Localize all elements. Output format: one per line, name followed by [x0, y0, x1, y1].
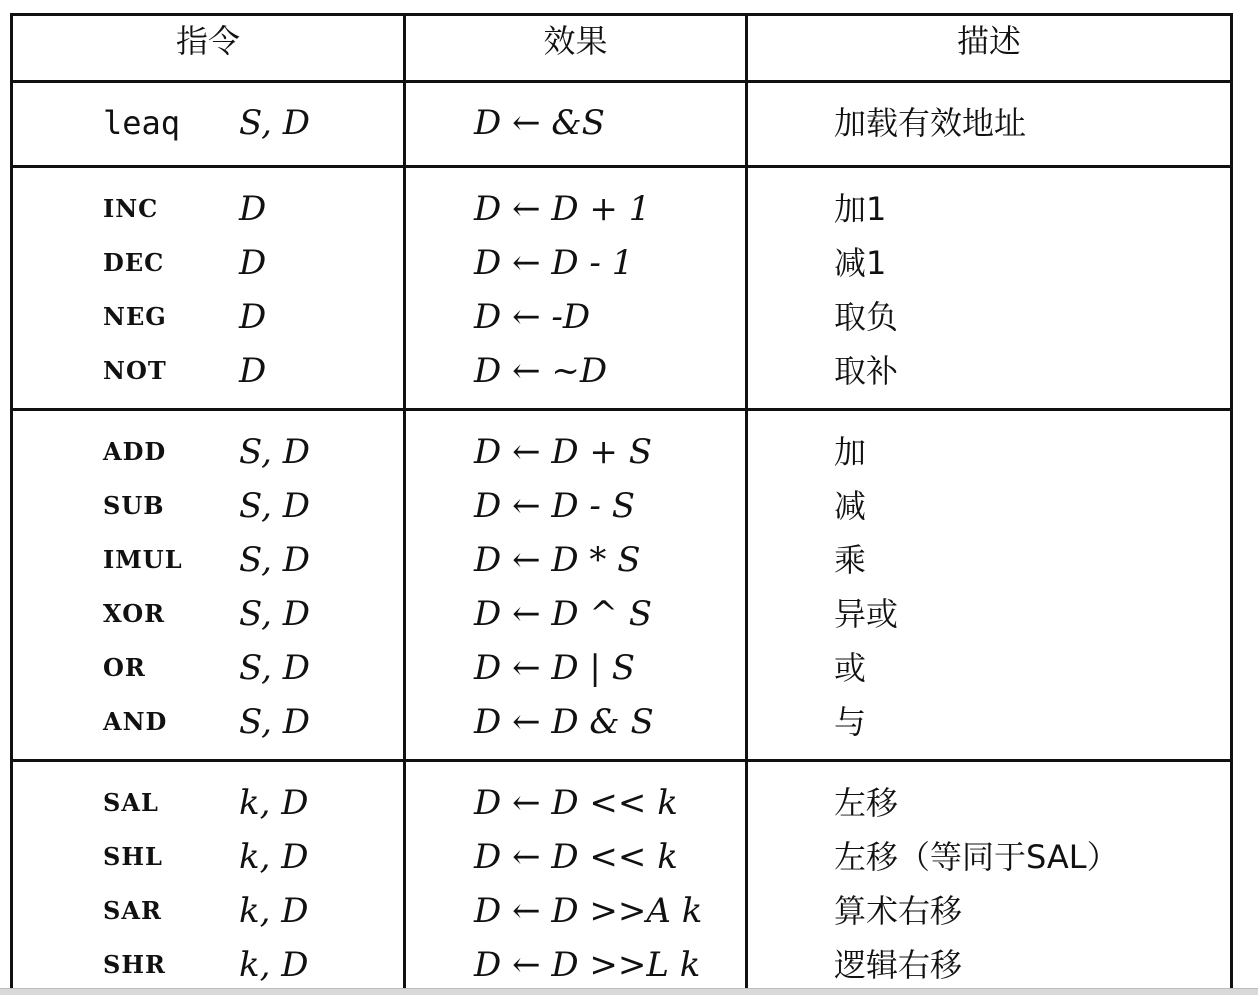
instruction-group: [12, 761, 1232, 995]
operands: k, D: [239, 783, 309, 823]
description-text: 左移: [834, 784, 899, 822]
description-cell: [747, 167, 1232, 410]
operands: S, D: [239, 486, 310, 526]
instruction-line: [13, 479, 403, 533]
effect-cell: [405, 410, 747, 761]
description-cell: [747, 761, 1232, 995]
effect-cell: [405, 761, 747, 995]
operands: k, D: [239, 945, 309, 985]
description-text: 减: [834, 487, 867, 525]
mnemonic: SAR: [103, 896, 162, 925]
instruction-line: [13, 425, 403, 479]
effect-cell: [405, 82, 747, 167]
operands: S, D: [239, 432, 310, 472]
table-row: [12, 761, 1232, 995]
mnemonic: NEG: [103, 302, 167, 331]
table-row: [12, 410, 1232, 761]
mnemonic: INC: [103, 194, 159, 223]
instruction-line: [13, 533, 403, 587]
table-row: [12, 167, 1232, 410]
instruction-line: [13, 93, 403, 153]
mnemonic: DEC: [103, 248, 165, 277]
header-effect: 效果: [405, 15, 747, 82]
description-text: 加1: [834, 190, 887, 228]
operands: S, D: [239, 702, 310, 742]
effect-text: D ← D & S: [474, 702, 654, 742]
instruction-group: [12, 82, 1232, 167]
effect-text: D ← D >>L k: [474, 945, 701, 985]
operands: k, D: [239, 837, 309, 877]
description-text: 逻辑右移: [834, 946, 963, 984]
mnemonic: SHL: [103, 842, 163, 871]
effect-text: D ← D - S: [474, 486, 636, 526]
effect-text: D ← D >>A k: [474, 891, 703, 931]
instruction-cell: [12, 82, 405, 167]
instruction-line: [13, 938, 403, 992]
mnemonic: SHR: [103, 950, 166, 979]
effect-text: D ← D | S: [474, 648, 635, 688]
effect-text: D ← D + 1: [474, 189, 651, 229]
instruction-line: [13, 641, 403, 695]
description-text: 取补: [834, 352, 899, 390]
operands: D: [239, 297, 267, 337]
instruction-line: [13, 236, 403, 290]
instruction-group: [12, 167, 1232, 410]
description-text: 取负: [834, 298, 899, 336]
effect-text: D ← ~D: [474, 351, 608, 391]
mnemonic: SAL: [103, 788, 159, 817]
description-text: 与: [834, 703, 867, 741]
mnemonic: leaq: [103, 104, 181, 142]
mnemonic: ADD: [103, 437, 167, 466]
description-text: 左移（等同于SAL）: [834, 838, 1119, 876]
description-text: 加载有效地址: [834, 104, 1027, 142]
page-bottom-rule: [0, 988, 1258, 995]
effect-text: D ← -D: [474, 297, 591, 337]
effect-cell: [405, 167, 747, 410]
operands: D: [239, 189, 267, 229]
operands: D: [239, 243, 267, 283]
instruction-line: [13, 587, 403, 641]
table-header-row: [12, 15, 1232, 82]
mnemonic: NOT: [103, 356, 167, 385]
header-instruction: 指令: [12, 15, 405, 82]
effect-text: D ← D - 1: [474, 243, 634, 283]
mnemonic: OR: [103, 653, 146, 682]
operands: S, D: [239, 648, 310, 688]
instruction-line: [13, 830, 403, 884]
effect-text: D ← D ^ S: [474, 594, 653, 634]
instruction-cell: [12, 761, 405, 995]
instruction-line: [13, 344, 403, 398]
effect-text: D ← D << k: [474, 783, 678, 823]
header-description: 描述: [747, 15, 1232, 82]
operands: S, D: [239, 540, 310, 580]
effect-text: D ← D + S: [474, 432, 653, 472]
instruction-line: [13, 182, 403, 236]
operands: S, D: [239, 594, 310, 634]
description-text: 算术右移: [834, 892, 963, 930]
mnemonic: AND: [103, 707, 168, 736]
instruction-line: [13, 695, 403, 749]
description-text: 或: [834, 649, 867, 687]
mnemonic: IMUL: [103, 545, 183, 574]
instruction-line: [13, 884, 403, 938]
description-text: 异或: [834, 595, 899, 633]
instruction-group: [12, 410, 1232, 761]
instruction-cell: [12, 167, 405, 410]
operands: k, D: [239, 891, 309, 931]
description-cell: [747, 82, 1232, 167]
instruction-line: [13, 776, 403, 830]
effect-text: D ← &S: [474, 103, 605, 143]
mnemonic: SUB: [103, 491, 165, 520]
description-text: 乘: [834, 541, 867, 579]
description-cell: [747, 410, 1232, 761]
effect-text: D ← D * S: [474, 540, 641, 580]
effect-text: D ← D << k: [474, 837, 678, 877]
instruction-line: [13, 290, 403, 344]
table-row: [12, 82, 1232, 167]
operands: D: [239, 351, 267, 391]
operands: S, D: [239, 103, 310, 143]
instruction-table: [10, 13, 1233, 995]
instruction-cell: [12, 410, 405, 761]
description-text: 加: [834, 433, 867, 471]
mnemonic: XOR: [103, 599, 166, 628]
description-text: 减1: [834, 244, 887, 282]
